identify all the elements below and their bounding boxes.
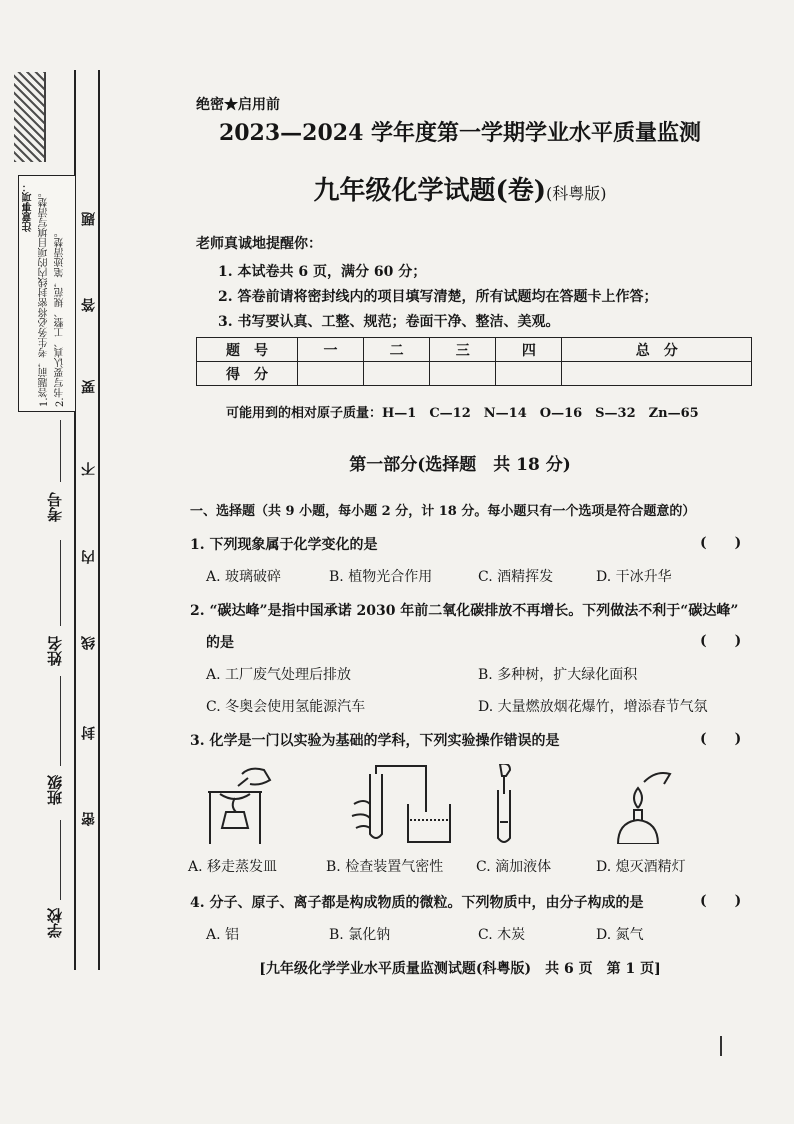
score-cell[interactable]: [430, 362, 496, 386]
exam-title: 2023—2024 学年度第一学期学业水平质量监测: [218, 120, 702, 146]
question-4-stem: 4. 分子、原子、离子都是构成物质的微粒。下列物质中，由分子构成的是: [190, 895, 644, 911]
option-a: A. 移走蒸发皿: [188, 859, 278, 875]
scan-mark: [720, 1036, 722, 1056]
id-fill-line[interactable]: [60, 420, 61, 482]
subject-title: 九年级化学试题(卷): [313, 176, 547, 206]
score-row-label: 得 分: [197, 362, 298, 386]
score-cell[interactable]: [364, 362, 430, 386]
option-c: C. 木炭: [478, 927, 526, 943]
option-b: B. 氯化钠: [329, 927, 391, 943]
reminder-item: 3. 书写要认真、工整、规范；卷面干净、整洁、美观。: [218, 314, 560, 330]
label-name: 姓名: [46, 636, 64, 666]
score-cell[interactable]: [562, 362, 752, 386]
score-header: 四: [496, 338, 562, 362]
answer-paren: ( ): [700, 731, 742, 747]
seal-char: 封: [81, 726, 97, 740]
label-class: 班级: [46, 775, 64, 805]
option-b: B. 多种树，扩大绿化面积: [478, 667, 638, 683]
question-3-stem: 3. 化学是一门以实验为基础的学科，下列实验操作错误的是: [190, 733, 560, 749]
reminder-item: 1. 本试卷共 6 页，满分 60 分；: [218, 264, 427, 280]
option-b: B. 检查装置气密性: [326, 859, 444, 875]
score-table: [196, 337, 752, 386]
section-heading: 一、选择题（共 9 小题，每小题 2 分，计 18 分。每小题只有一个选项是符合题意的）: [190, 504, 696, 519]
part-title: 第一部分(选择题 共 18 分): [349, 455, 571, 475]
option-a: A. 铝: [206, 927, 240, 943]
name-fill-line[interactable]: [60, 540, 61, 626]
score-header: 二: [364, 338, 430, 362]
option-d: D. 氮气: [596, 927, 644, 943]
reminder-title: 老师真诚地提醒你：: [196, 236, 322, 252]
option-a: A. 玻璃破碎: [206, 569, 282, 585]
seal-char: 不: [81, 462, 97, 476]
notice-line-2: 2.书写要认真、工整、规范，笔迹清楚。: [55, 227, 66, 407]
figure-dropper: [440, 764, 570, 844]
atomic-mass-line: 可能用到的相对原子质量：H—1 C—12 N—14 O—16 S—32 Zn—65: [226, 406, 699, 421]
seal-char: 要: [81, 380, 97, 394]
school-fill-line[interactable]: [60, 820, 61, 900]
score-header-row: [197, 338, 752, 362]
option-d: D. 熄灭酒精灯: [596, 859, 686, 875]
hatch-pattern: [14, 72, 46, 162]
page-footer: [九年级化学学业水平质量监测试题(科粤版) 共 6 页 第 1 页]: [259, 961, 661, 977]
figure-evaporating-dish: [190, 764, 320, 844]
class-fill-line[interactable]: [60, 676, 61, 766]
seal-char: 答: [81, 298, 97, 312]
answer-paren: ( ): [700, 535, 742, 551]
option-c: C. 酒精挥发: [478, 569, 554, 585]
score-cell[interactable]: [298, 362, 364, 386]
score-value-row: [197, 362, 752, 386]
option-c: C. 滴加液体: [476, 859, 552, 875]
confidential-mark: 绝密★启用前: [196, 97, 280, 113]
option-d: D. 干冰升华: [596, 569, 672, 585]
question-2-stem-cont: 的是: [206, 635, 234, 651]
notice-title: 注意事项：: [23, 182, 34, 232]
answer-paren: ( ): [700, 633, 742, 649]
score-header: 一: [298, 338, 364, 362]
answer-paren: ( ): [700, 893, 742, 909]
question-2-stem: 2. “碳达峰”是指中国承诺 2030 年前二氧化碳排放不再增长。下列做法不利于“碳达峰”: [190, 603, 739, 619]
score-header: 总 分: [562, 338, 752, 362]
notice-line-1: 1.答题前，考生务必将密封线内的项目填写清楚。: [39, 187, 50, 407]
notice-box: [18, 175, 76, 412]
seal-char: 题: [81, 212, 97, 226]
option-d: D. 大量燃放烟花爆竹，增添春节气氛: [478, 699, 708, 715]
label-id: 考号: [46, 492, 64, 522]
edition-label: (科粤版): [546, 184, 607, 203]
reminder-item: 2. 答卷前请将密封线内的项目填写清楚，所有试题均在答题卡上作答；: [218, 289, 658, 305]
seal-char: 内: [81, 550, 97, 564]
seal-char: 线: [81, 636, 97, 650]
score-cell[interactable]: [496, 362, 562, 386]
score-header: 三: [430, 338, 496, 362]
figure-alcohol-lamp: [578, 764, 708, 844]
exam-subtitle: [200, 170, 720, 207]
option-b: B. 植物光合作用: [329, 569, 433, 585]
label-school: 学校: [46, 908, 64, 938]
seal-line-outer: [98, 70, 100, 970]
seal-char: 密: [81, 812, 97, 826]
score-header: 题 号: [197, 338, 298, 362]
option-a: A. 工厂废气处理后排放: [206, 667, 352, 683]
question-1-stem: 1. 下列现象属于化学变化的是: [190, 537, 378, 553]
option-c: C. 冬奥会使用氢能源汽车: [206, 699, 366, 715]
